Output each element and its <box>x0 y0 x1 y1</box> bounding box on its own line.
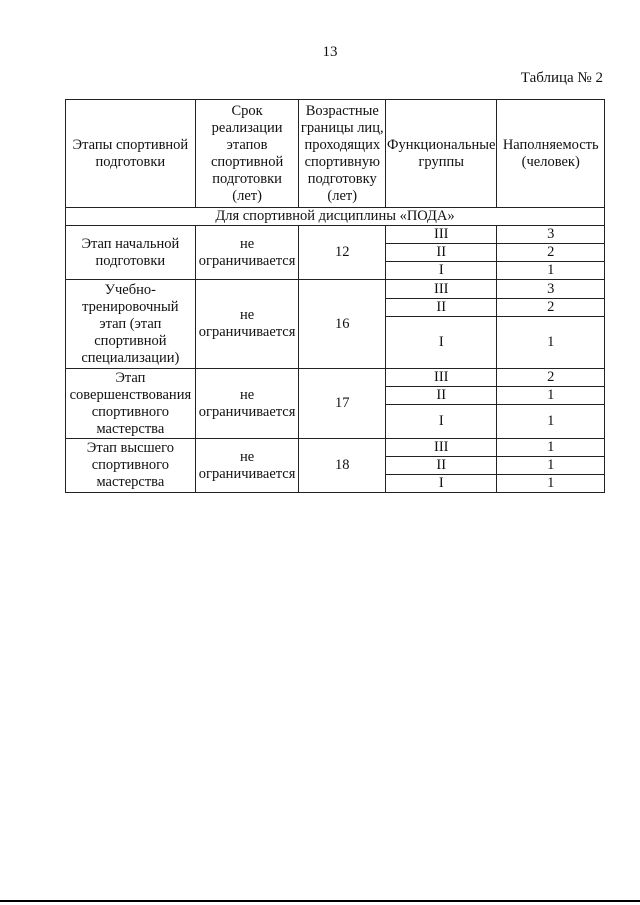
sport-stages-table <box>65 99 605 493</box>
functional-group: III <box>386 226 497 244</box>
header-age: Возрастные границы лиц, проходящих спортивную подготовку (лет) <box>299 100 386 208</box>
stage-name: Этап высшего спортивного мастерства <box>66 439 196 493</box>
functional-group: III <box>386 280 497 299</box>
functional-group: I <box>386 475 497 493</box>
stage-name: Учебно-тренировочный этап (этап спортивной специализации) <box>66 280 196 369</box>
functional-group: II <box>386 244 497 262</box>
stage-age: 16 <box>299 280 386 369</box>
occupancy-count: 2 <box>497 299 605 317</box>
functional-group: II <box>386 299 497 317</box>
table-row <box>66 226 605 244</box>
occupancy-count: 3 <box>497 280 605 299</box>
occupancy-count: 1 <box>497 317 605 369</box>
functional-group: III <box>386 439 497 457</box>
functional-group: I <box>386 262 497 280</box>
table-caption: Таблица № 2 <box>520 70 603 86</box>
table-header-row <box>66 100 605 208</box>
stage-age: 17 <box>299 369 386 439</box>
stage-age: 12 <box>299 226 386 280</box>
stage-term: не ограничивается <box>195 369 299 439</box>
header-occupancy: Наполняемость (человек) <box>497 100 605 208</box>
occupancy-count: 1 <box>497 387 605 405</box>
table-row <box>66 369 605 387</box>
table-row <box>66 439 605 457</box>
stage-term: не ограничивается <box>195 226 299 280</box>
header-functional-groups: Функциональные группы <box>386 100 497 208</box>
occupancy-count: 1 <box>497 439 605 457</box>
occupancy-count: 3 <box>497 226 605 244</box>
scan-edge-line <box>0 900 640 902</box>
discipline-label: Для спортивной дисциплины «ПОДА» <box>66 208 605 226</box>
occupancy-count: 1 <box>497 262 605 280</box>
functional-group: II <box>386 457 497 475</box>
stage-term: не ограничивается <box>195 280 299 369</box>
stage-name: Этап совершенствования спортивного мастерства <box>66 369 196 439</box>
occupancy-count: 1 <box>497 475 605 493</box>
functional-group: III <box>386 369 497 387</box>
occupancy-count: 1 <box>497 405 605 439</box>
occupancy-count: 2 <box>497 369 605 387</box>
discipline-row <box>66 208 605 226</box>
header-stage: Этапы спортивной подготовки <box>66 100 196 208</box>
header-term: Срок реализации этапов спортивной подготовки (лет) <box>195 100 299 208</box>
functional-group: II <box>386 387 497 405</box>
occupancy-count: 2 <box>497 244 605 262</box>
functional-group: I <box>386 317 497 369</box>
page-number: 13 <box>322 44 338 60</box>
stage-age: 18 <box>299 439 386 493</box>
stage-term: не ограничивается <box>195 439 299 493</box>
stage-name: Этап начальной подготовки <box>66 226 196 280</box>
occupancy-count: 1 <box>497 457 605 475</box>
table-row <box>66 280 605 299</box>
functional-group: I <box>386 405 497 439</box>
